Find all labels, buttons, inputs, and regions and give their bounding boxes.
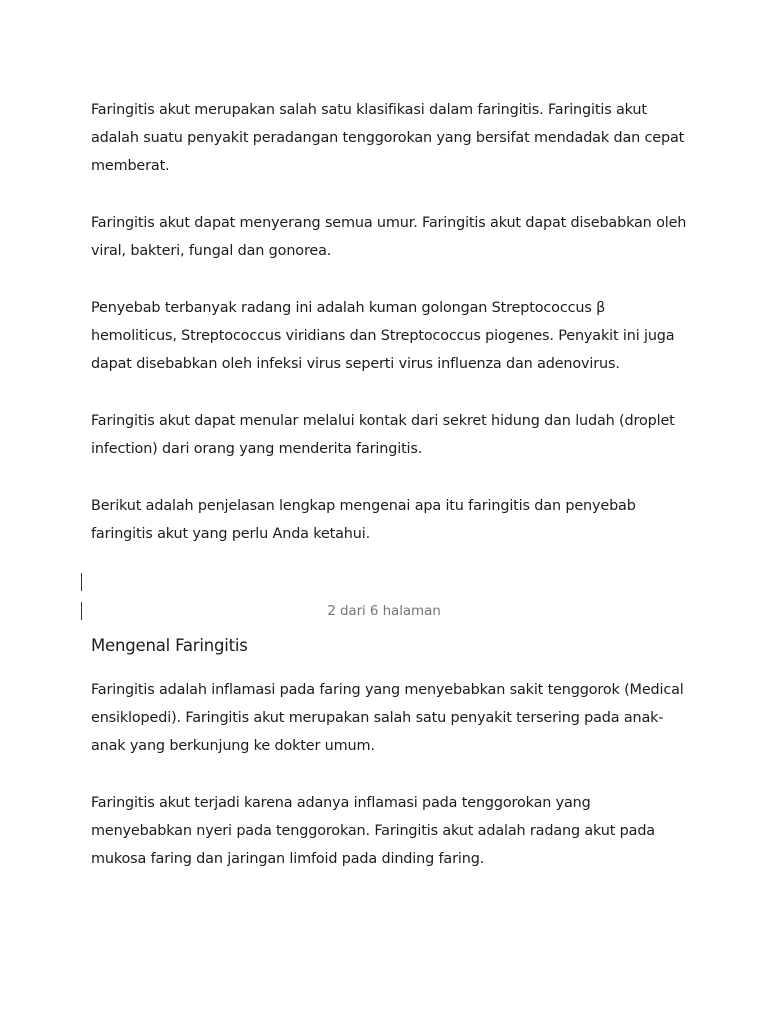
paragraph: Penyebab terbanyak radang ini adalah kuman golongan Streptococcus β hemoliticus, Streptococcus viridians dan Streptococcus piogenes. Penyakit ini juga dapat disebabkan oleh infeksi virus seperti virus influenza dan adenovirus.	[91, 300, 675, 372]
section-heading: Mengenal Faringitis	[91, 636, 248, 655]
page-indicator: 2 dari 6 halaman	[327, 603, 441, 619]
paragraph: Berikut adalah penjelasan lengkap mengenai apa itu faringitis dan penyebab faringitis akut yang perlu Anda ketahui.	[91, 498, 636, 542]
paragraph: Faringitis akut merupakan salah satu klasifikasi dalam faringitis. Faringitis akut adalah suatu penyakit peradangan tenggorokan yang bersifat mendadak dan cepat memberat.	[91, 102, 685, 174]
paragraph: Faringitis adalah inflamasi pada faring yang menyebabkan sakit tenggorok (Medical ensiklopedi). Faringitis akut merupakan salah satu penyakit tersering pada anak-anak yang berkunjung ke dokter umum.	[91, 682, 684, 754]
paragraph: Faringitis akut dapat menyerang semua umur. Faringitis akut dapat disebabkan oleh viral, bakteri, fungal dan gonorea.	[91, 215, 687, 259]
paragraph: Faringitis akut terjadi karena adanya inflamasi pada tenggorokan yang menyebabkan nyeri pada tenggorokan. Faringitis akut adalah radang akut pada mukosa faring dan jaringan limfoid pada dinding faring.	[91, 795, 655, 867]
page-break-marker	[81, 573, 82, 591]
paragraph: Faringitis akut dapat menular melalui kontak dari sekret hidung dan ludah (droplet infection) dari orang yang menderita faringitis.	[91, 413, 675, 457]
